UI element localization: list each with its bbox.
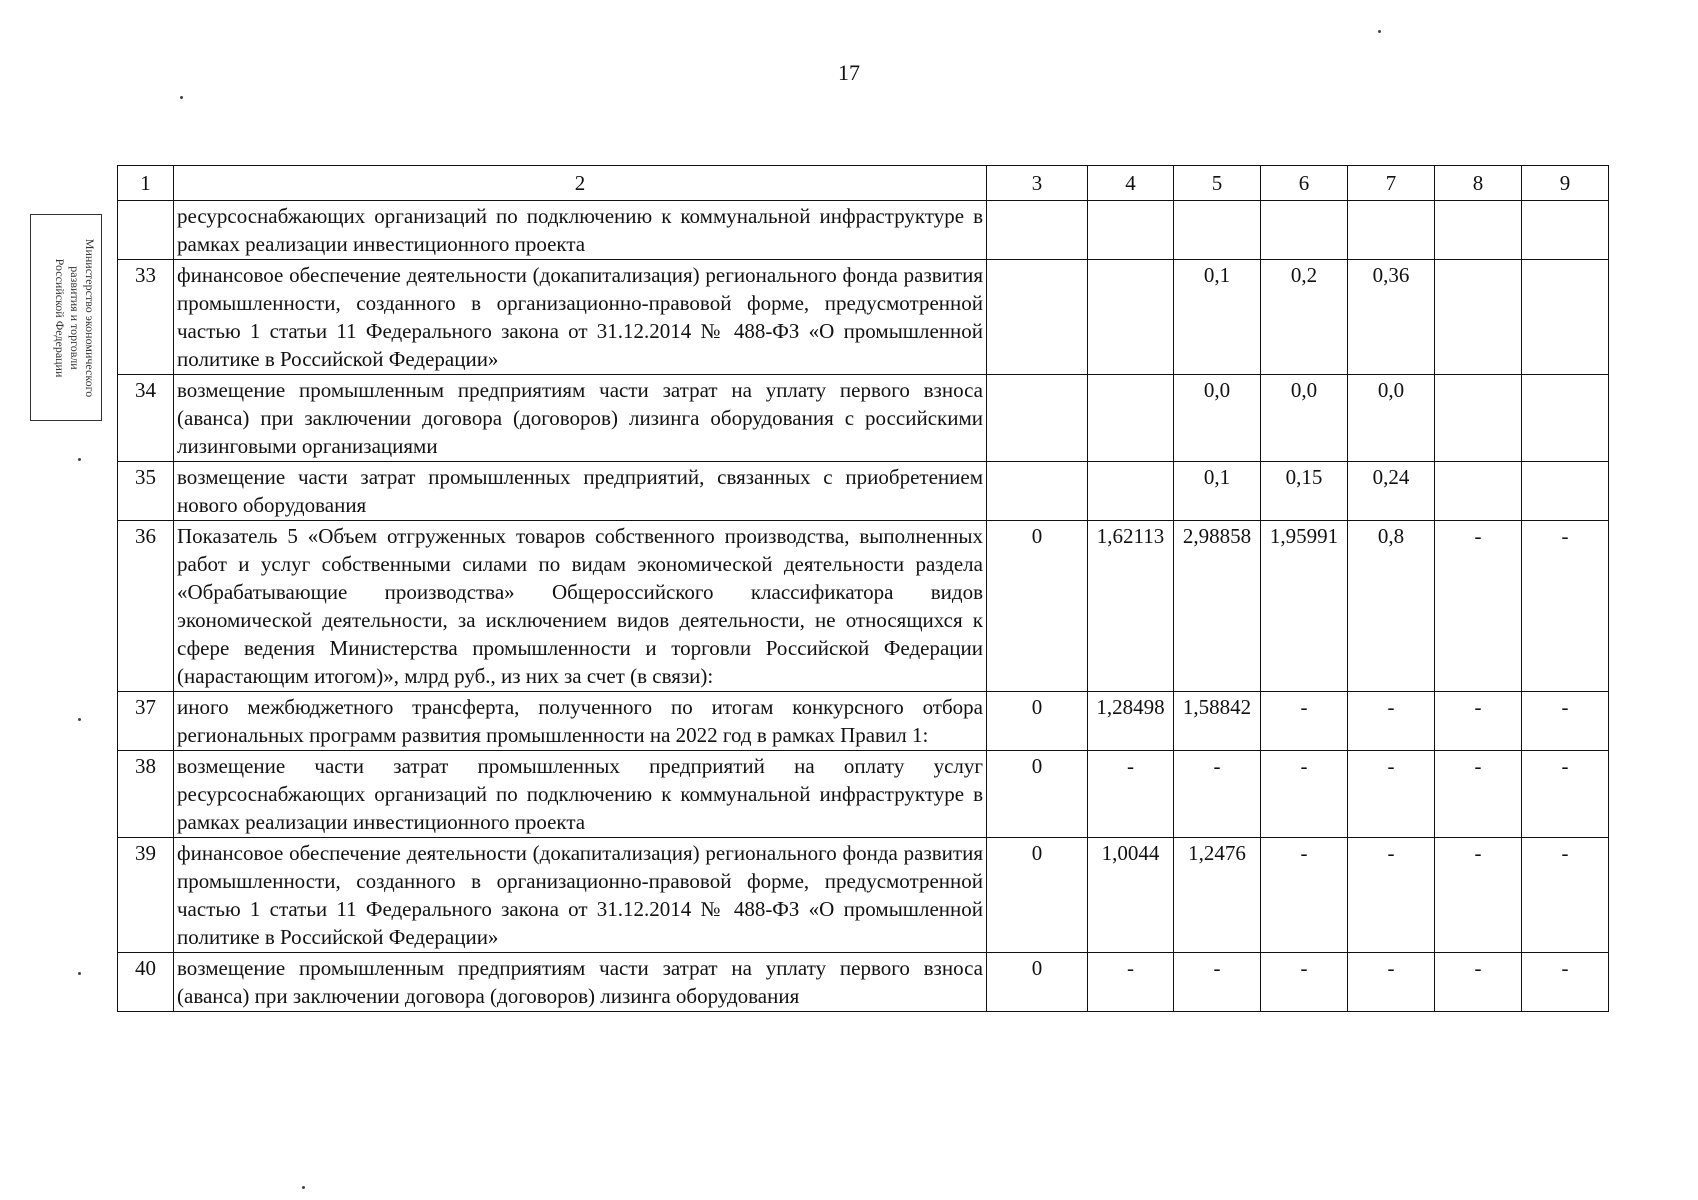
column-header-7: 7 [1348, 166, 1435, 201]
stamp-line-1: Министерство экономического [83, 238, 97, 397]
table-row [118, 953, 1609, 1012]
row-number: 39 [118, 838, 174, 953]
value-cell-col-9: - [1522, 953, 1609, 1012]
column-header-9: 9 [1522, 166, 1609, 201]
value-cell-col-9 [1522, 260, 1609, 375]
value-cell-col-7 [1348, 201, 1435, 260]
value-cell-col-4 [1088, 201, 1174, 260]
table-row [118, 521, 1609, 692]
value-cell-col-8 [1435, 260, 1522, 375]
value-cell-col-4 [1088, 462, 1174, 521]
scan-speck [78, 458, 81, 461]
value-cell-col-3: 0 [987, 521, 1088, 692]
value-cell-col-4: - [1088, 953, 1174, 1012]
row-description: Показатель 5 «Объем отгруженных товаров собственного производства, выполненных работ и услуг собственными силами по видам экономической деятельности раздела «Обрабатывающие производства» Общероссийского классификатора видов экономической деятельности, за исключением видов деятельности, не относящихся к сфере ведения Министерства промышленности и торговли Российской Федерации (нарастающим итогом)», млрд руб., из них за счет (в связи): [174, 521, 987, 692]
indicator-table [117, 165, 1609, 1012]
row-number: 34 [118, 375, 174, 462]
value-cell-col-9 [1522, 462, 1609, 521]
column-header-1: 1 [118, 166, 174, 201]
column-header-6: 6 [1261, 166, 1348, 201]
value-cell-col-7: 0,36 [1348, 260, 1435, 375]
row-number: 35 [118, 462, 174, 521]
value-cell-col-3: 0 [987, 751, 1088, 838]
row-description: возмещение промышленным предприятиям части затрат на уплату первого взноса (аванса) при заключении договора (договоров) лизинга оборудования с российскими лизинговыми организациями [174, 375, 987, 462]
value-cell-col-5: 2,98858 [1174, 521, 1261, 692]
row-number: 37 [118, 692, 174, 751]
value-cell-col-5: 1,58842 [1174, 692, 1261, 751]
value-cell-col-3 [987, 260, 1088, 375]
value-cell-col-8: - [1435, 692, 1522, 751]
value-cell-col-8: - [1435, 751, 1522, 838]
value-cell-col-7: - [1348, 838, 1435, 953]
row-number: 36 [118, 521, 174, 692]
stamp-line-3: Российской Федерации [53, 258, 67, 377]
value-cell-col-8 [1435, 462, 1522, 521]
scan-speck [302, 1186, 305, 1189]
value-cell-col-4: - [1088, 751, 1174, 838]
stamp-line-2: развития и торговли [68, 265, 82, 370]
value-cell-col-7: 0,8 [1348, 521, 1435, 692]
value-cell-col-5 [1174, 201, 1261, 260]
value-cell-col-8: - [1435, 838, 1522, 953]
value-cell-col-6: 0,2 [1261, 260, 1348, 375]
table-row [118, 692, 1609, 751]
value-cell-col-6: 1,95991 [1261, 521, 1348, 692]
table-row [118, 201, 1609, 260]
value-cell-col-4: 1,62113 [1088, 521, 1174, 692]
value-cell-col-6: 0,0 [1261, 375, 1348, 462]
column-header-8: 8 [1435, 166, 1522, 201]
value-cell-col-3 [987, 462, 1088, 521]
row-description: ресурсоснабжающих организаций по подключению к коммунальной инфраструктуре в рамках реализации инвестиционного проекта [174, 201, 987, 260]
value-cell-col-6: - [1261, 692, 1348, 751]
value-cell-col-6: - [1261, 751, 1348, 838]
value-cell-col-9: - [1522, 521, 1609, 692]
value-cell-col-7: - [1348, 953, 1435, 1012]
value-cell-col-3 [987, 201, 1088, 260]
scan-speck [180, 96, 183, 99]
value-cell-col-8 [1435, 375, 1522, 462]
row-number: 33 [118, 260, 174, 375]
value-cell-col-8 [1435, 201, 1522, 260]
table-row [118, 260, 1609, 375]
value-cell-col-5: 1,2476 [1174, 838, 1261, 953]
row-description: иного межбюджетного трансферта, полученного по итогам конкурсного отбора региональных программ развития промышленности на 2022 год в рамках Правил 1: [174, 692, 987, 751]
value-cell-col-3: 0 [987, 953, 1088, 1012]
scan-speck [78, 972, 81, 975]
page-number: 17 [838, 60, 860, 85]
table-row [118, 375, 1609, 462]
table-body [118, 201, 1609, 1012]
stamp-text [35, 218, 97, 418]
value-cell-col-8: - [1435, 521, 1522, 692]
value-cell-col-5: - [1174, 751, 1261, 838]
value-cell-col-6: - [1261, 838, 1348, 953]
value-cell-col-7: - [1348, 692, 1435, 751]
column-header-2: 2 [174, 166, 987, 201]
value-cell-col-6: 0,15 [1261, 462, 1348, 521]
row-number: 40 [118, 953, 174, 1012]
value-cell-col-4 [1088, 375, 1174, 462]
value-cell-col-5: - [1174, 953, 1261, 1012]
scan-speck [78, 718, 81, 721]
table-row [118, 838, 1609, 953]
value-cell-col-9 [1522, 375, 1609, 462]
row-description: возмещение промышленным предприятиям части затрат на уплату первого взноса (аванса) при заключении договора (договоров) лизинга оборудования [174, 953, 987, 1012]
value-cell-col-4: 1,28498 [1088, 692, 1174, 751]
scan-speck [1378, 30, 1381, 33]
column-header-4: 4 [1088, 166, 1174, 201]
value-cell-col-3: 0 [987, 692, 1088, 751]
value-cell-col-9: - [1522, 751, 1609, 838]
row-number: 38 [118, 751, 174, 838]
header-row [118, 166, 1609, 201]
value-cell-col-5: 0,1 [1174, 462, 1261, 521]
row-description: финансовое обеспечение деятельности (докапитализация) регионального фонда развития промышленности, созданного в организационно-правовой форме, предусмотренной частью 1 статьи 11 Федерального закона от 31.12.2014 № 488-ФЗ «О промышленной политике в Российской Федерации» [174, 260, 987, 375]
value-cell-col-4: 1,0044 [1088, 838, 1174, 953]
column-header-5: 5 [1174, 166, 1261, 201]
value-cell-col-6 [1261, 201, 1348, 260]
value-cell-col-6: - [1261, 953, 1348, 1012]
registration-stamp [30, 214, 102, 421]
value-cell-col-7: 0,0 [1348, 375, 1435, 462]
value-cell-col-9 [1522, 201, 1609, 260]
column-header-3: 3 [987, 166, 1088, 201]
row-description: возмещение части затрат промышленных предприятий, связанных с приобретением нового оборудования [174, 462, 987, 521]
row-number [118, 201, 174, 260]
row-description: финансовое обеспечение деятельности (докапитализация) регионального фонда развития промышленности, созданного в организационно-правовой форме, предусмотренной частью 1 статьи 11 Федерального закона от 31.12.2014 № 488-ФЗ «О промышленной политике в Российской Федерации» [174, 838, 987, 953]
value-cell-col-3 [987, 375, 1088, 462]
table-row [118, 751, 1609, 838]
value-cell-col-7: 0,24 [1348, 462, 1435, 521]
value-cell-col-4 [1088, 260, 1174, 375]
value-cell-col-5: 0,1 [1174, 260, 1261, 375]
value-cell-col-3: 0 [987, 838, 1088, 953]
row-description: возмещение части затрат промышленных предприятий на оплату услуг ресурсоснабжающих организаций по подключению к коммунальной инфраструктуре в рамках реализации инвестиционного проекта [174, 751, 987, 838]
value-cell-col-9: - [1522, 692, 1609, 751]
table-row [118, 462, 1609, 521]
value-cell-col-5: 0,0 [1174, 375, 1261, 462]
value-cell-col-7: - [1348, 751, 1435, 838]
value-cell-col-9: - [1522, 838, 1609, 953]
value-cell-col-8: - [1435, 953, 1522, 1012]
